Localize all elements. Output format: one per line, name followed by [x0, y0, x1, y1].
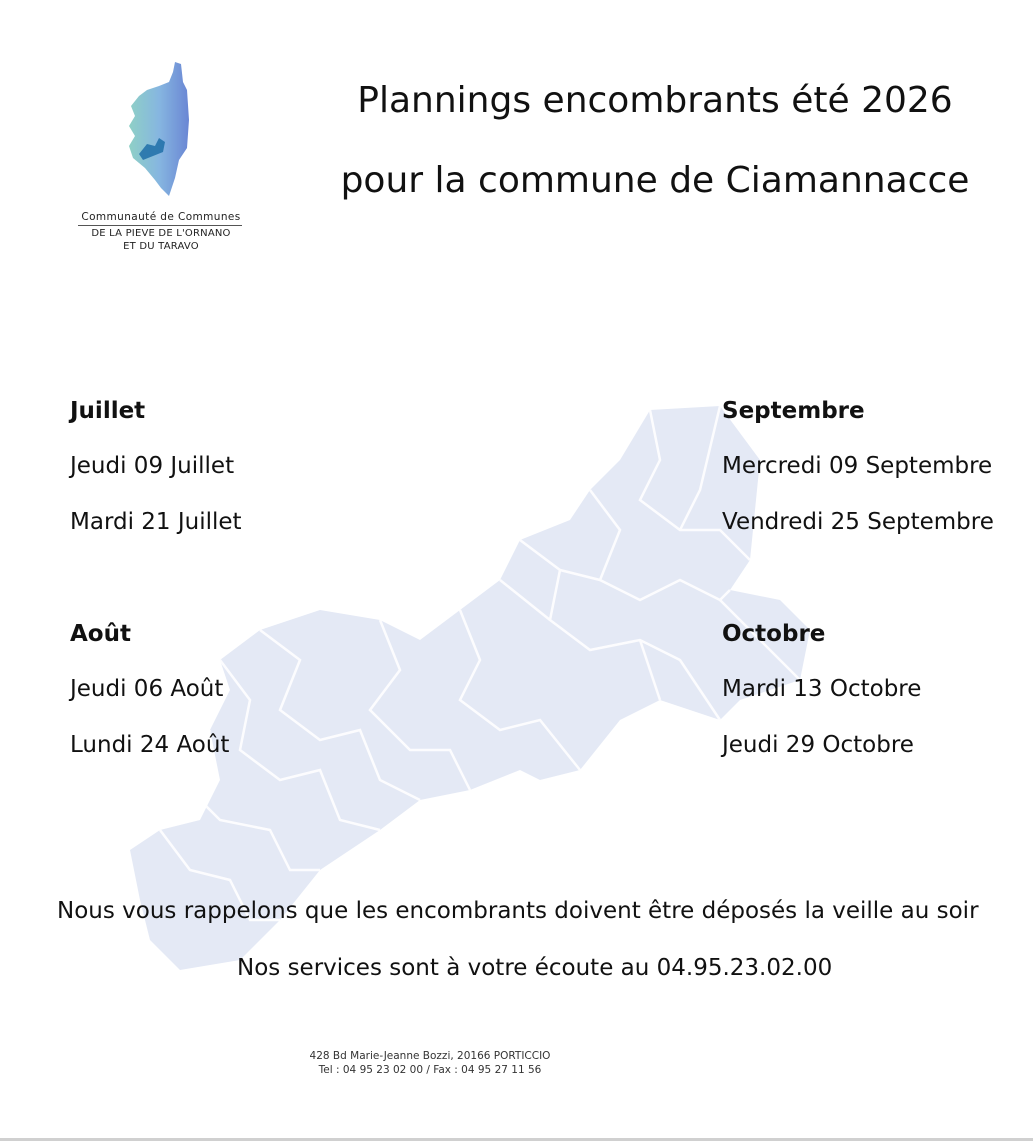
month-heading-october: Octobre: [722, 621, 826, 647]
footer-phones: Tel : 04 95 23 02 00 / Fax : 04 95 27 11 56: [318, 1064, 542, 1076]
logo-divider: [78, 225, 242, 226]
date-item: Mercredi 09 Septembre: [722, 453, 993, 479]
month-heading-august: Août: [70, 621, 131, 647]
date-item: Jeudi 06 Août: [70, 676, 224, 702]
org-name-line2: DE LA PIEVE DE L'ORNANO: [91, 228, 231, 239]
month-heading-july: Juillet: [70, 398, 146, 424]
date-item: Jeudi 09 Juillet: [70, 453, 235, 479]
date-item: Mardi 13 Octobre: [722, 676, 922, 702]
corsica-island-icon: [125, 60, 197, 198]
date-item: Mardi 21 Juillet: [70, 509, 242, 535]
date-item: Lundi 24 Août: [70, 732, 230, 758]
date-item: Jeudi 29 Octobre: [722, 732, 914, 758]
page-title: Plannings encombrants été 2026: [357, 80, 953, 121]
contact-text: Nos services sont à votre écoute au 04.95.23.02.00: [237, 955, 833, 981]
org-name-line3: ET DU TARAVO: [123, 241, 199, 252]
reminder-text: Nous vous rappelons que les encombrants doivent être déposés la veille au soir: [57, 898, 979, 924]
page-subtitle: pour la commune de Ciamannacce: [340, 160, 970, 201]
date-item: Vendredi 25 Septembre: [722, 509, 994, 535]
footer-address: 428 Bd Marie-Jeanne Bozzi, 20166 PORTICCIO: [309, 1050, 551, 1062]
org-name-line1: Communauté de Communes: [81, 211, 241, 223]
organization-logo: [70, 58, 250, 258]
month-heading-september: Septembre: [722, 398, 865, 424]
